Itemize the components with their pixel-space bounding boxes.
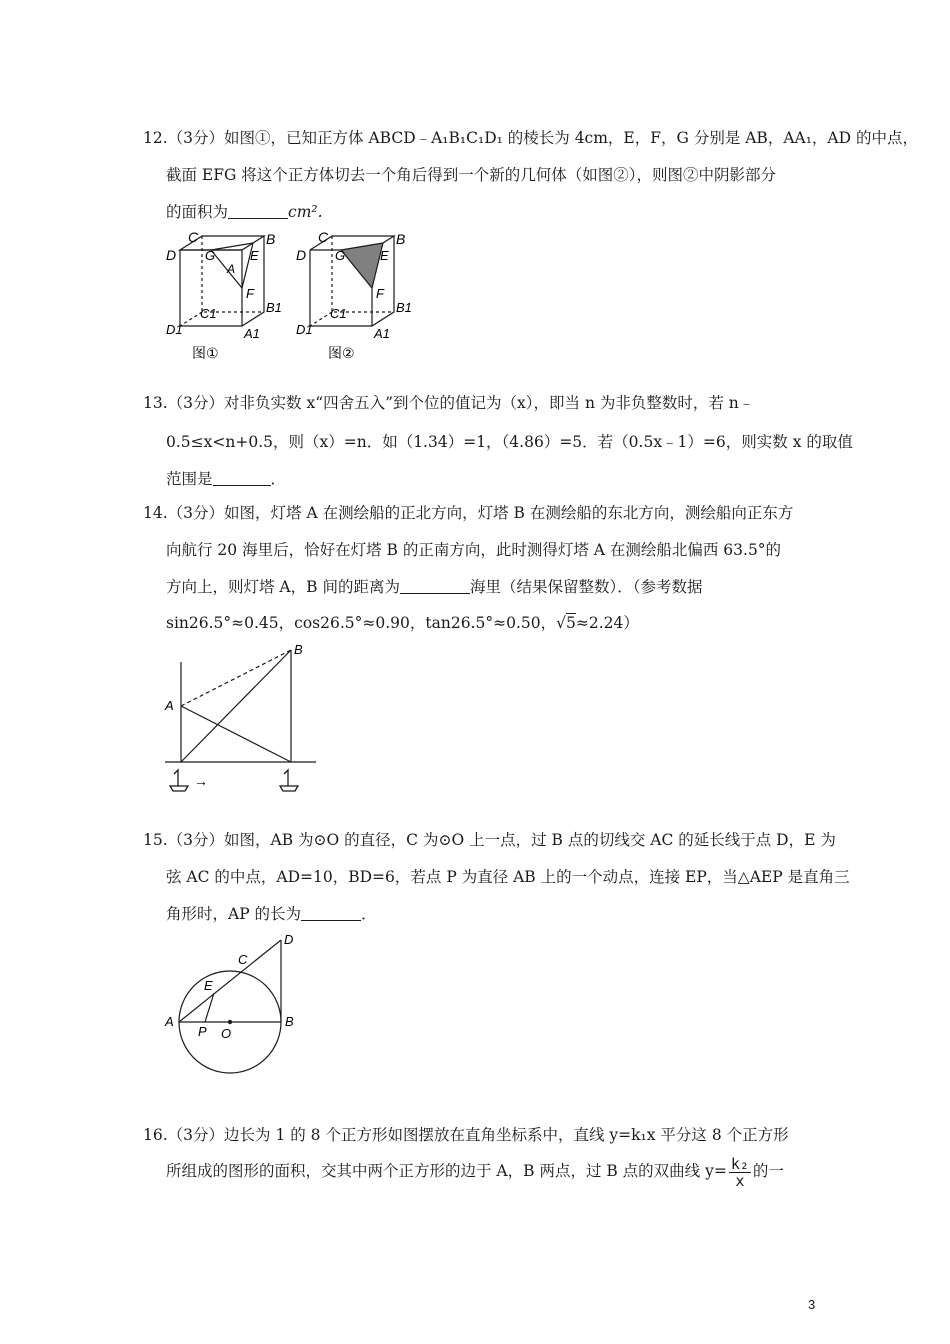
fig1-label-F: F — [246, 286, 254, 301]
line-ship-to-b — [181, 650, 291, 762]
q14-line-2: 向航行 20 海里后，恰好在灯塔 B 的正南方向，此时测得灯塔 A 在测绘船北偏西 63.5°的 — [166, 541, 782, 559]
fig1-label-B1: B1 — [266, 300, 282, 315]
fig1-label-D1: D1 — [166, 322, 183, 337]
fig2-label-E: E — [380, 248, 389, 263]
line-ad — [179, 940, 281, 1022]
q12-line-3: 的面积为 cm². — [166, 203, 323, 221]
fig2-label-B1: B1 — [396, 300, 412, 315]
page-number: 3 — [808, 1297, 816, 1312]
q15-line-1: 15.（3分）如图，AB 为⊙O 的直径，C 为⊙O 上一点，过 B 点的切线交 AC 的延长线于点 D，E 为 — [143, 831, 836, 849]
fig1-label-E: E — [250, 248, 259, 263]
fraction-k2-over-x: $\frac{\text{k₂}}{x}$ — [730, 1154, 749, 1190]
q13-line-1: 13.（3分）对非负实数 x“四舍五入”到个位的值记为（x），即当 n 为非负整数时，若 n﹣ — [143, 394, 755, 412]
fig2-label-C1: C1 — [330, 306, 347, 321]
q14-line-4: sin26.5°≈0.45，cos26.5°≈0.90，tan26.5°≈0.50，√5≈2.24） — [166, 614, 639, 632]
sqrt-sign: √ — [556, 614, 566, 632]
dashed-ab — [181, 650, 291, 706]
line-a-to-ship2 — [181, 706, 291, 762]
q12-figure-1 — [160, 228, 280, 368]
arrow-east: → — [194, 773, 208, 789]
q12-line-1: 12.（3分）如图①，已知正方体 ABCD﹣A₁B₁C₁D₁ 的棱长为 4cm，E，F，G 分别是 AB，AA₁，AD 的中点， — [143, 129, 918, 147]
cube-hidden-edge — [180, 312, 202, 326]
label-B: B — [285, 1014, 294, 1029]
shaded-section — [341, 243, 383, 288]
label-P: P — [198, 1024, 207, 1039]
q12-figure-2 — [290, 228, 415, 368]
q15-line-2: 弦 AC 的中点，AD=10，BD=6，若点 P 为直径 AB 上的一个动点，连接 EP，当△AEP 是直角三 — [166, 868, 850, 886]
fig1-label-A: A — [227, 262, 236, 276]
q15-line-3: 角形时，AP 的长为 ． — [166, 905, 377, 923]
fig1-caption: 图① — [192, 345, 219, 361]
label-B: B — [294, 642, 303, 657]
q16-line-1: 16.（3分）边长为 1 的 8 个正方形如图摆放在直角坐标系中，直线 y=k₁x 平分这 8 个正方形 — [143, 1126, 789, 1144]
fig2-label-F: F — [376, 286, 384, 301]
label-A: A — [165, 698, 174, 713]
cut-cube-hidden-2 — [310, 312, 332, 326]
fig1-label-D: D — [166, 247, 177, 263]
ship-icon-start — [170, 770, 188, 791]
label-E: E — [204, 978, 213, 993]
q16-line-2: 所组成的图形的面积，交其中两个正方形的边于 A，B 两点，过 B 点的双曲线 y= $\frac{\text{k₂}}{x}$ 的一 — [166, 1154, 784, 1190]
fig2-label-D: D — [296, 247, 307, 263]
fig1-label-A1: A1 — [244, 326, 260, 341]
fig2-label-C: C — [318, 229, 329, 245]
fig1-label-G: G — [205, 248, 216, 263]
fig2-caption: 图② — [328, 345, 355, 361]
fig1-label-B: B — [266, 231, 276, 247]
label-D: D — [284, 932, 294, 947]
fig1-label-C1: C1 — [200, 306, 217, 321]
q13-answer-blank[interactable] — [213, 471, 271, 486]
q15-answer-blank[interactable] — [301, 906, 361, 921]
q15-figure — [160, 930, 310, 1075]
q13-line-3: 范围是 ． — [166, 470, 287, 488]
center-dot — [228, 1020, 232, 1024]
fig2-label-A1: A1 — [374, 326, 390, 341]
q14-figure — [160, 640, 330, 800]
q12-answer-blank[interactable] — [228, 204, 288, 219]
fig1-label-C: C — [188, 229, 199, 245]
fig2-label-D1: D1 — [296, 322, 313, 337]
fig2-label-G: G — [335, 248, 346, 263]
fig2-label-B: B — [396, 231, 406, 247]
label-A: A — [165, 1014, 174, 1029]
q14-answer-blank[interactable] — [400, 579, 470, 594]
q13-line-2: 0.5≤x<n+0.5，则（x）=n．如（1.34）=1，（4.86）=5．若（0.5x﹣1）=6，则实数 x 的取值 — [166, 433, 853, 451]
q14-line-1: 14.（3分）如图，灯塔 A 在测绘船的正北方向，灯塔 B 在测绘船的东北方向，测绘船向正东方 — [143, 504, 794, 522]
q14-line-3: 方向上，则灯塔 A，B 间的距离为 海里（结果保留整数）．（参考数据 — [166, 578, 703, 596]
q12-line-2: 截面 EFG 将这个正方体切去一个角后得到一个新的几何体（如图②），则图②中阴影部分 — [166, 166, 777, 184]
ship-icon-end — [280, 770, 298, 791]
label-C: C — [238, 952, 248, 967]
label-O: O — [221, 1026, 232, 1041]
